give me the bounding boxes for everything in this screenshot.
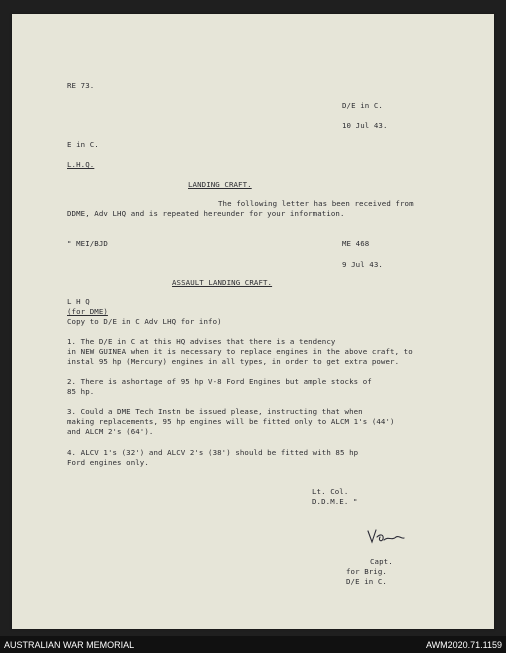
intro-line-1: The following letter has been received from [218,199,414,208]
para1-line-2: in NEW GUINEA when it is necessary to replace engines in the above craft, to [67,347,413,356]
letter-date: 10 Jul 43. [342,121,388,130]
quoted-recipient-for: (for DME) [67,307,108,316]
para2-line-1: 2. There is ashortage of 95 hp V-8 Ford Engines but ample stocks of [67,377,372,386]
closing-rank: Capt. [370,557,393,566]
letter-from: D/E in C. [342,101,383,110]
quoted-copy-line: Copy to D/E in C Adv LHQ for info) [67,317,222,326]
footer-catalogue-id: AWM2020.71.1159 [425,640,502,650]
letter-recipient-hq: L.H.Q. [67,160,95,169]
letter-recipient: E in C. [67,140,99,149]
letter-subject: LANDING CRAFT. [188,180,252,189]
quoted-date: 9 Jul 43. [342,260,383,269]
para3-line-2: making replacements, 95 hp engines will be fitted only to ALCM 1's (44') [67,417,395,426]
handwritten-signature [366,528,406,546]
quoted-reference: " MEI/BJD [67,239,108,248]
archive-footer [0,636,506,653]
intro-line-2: DDME, Adv LHQ and is repeated hereunder for your information. [67,209,345,218]
letter-reference: RE 73. [67,81,95,90]
para1-line-1: 1. The D/E in C at this HQ advises that there is a tendency [67,337,336,346]
footer-institution: AUSTRALIAN WAR MEMORIAL [4,640,135,650]
para4-line-1: 4. ALCV 1's (32') and ALCV 2's (38') should be fitted with 85 hp [67,448,359,457]
quoted-signature-title: D.D.M.E. " [312,497,358,506]
para3-line-1: 3. Could a DME Tech Instn be issued please, instructing that when [67,407,363,416]
quoted-signature-rank: Lt. Col. [312,487,349,496]
quoted-subject: ASSAULT LANDING CRAFT. [172,278,273,287]
quoted-number: ME 468 [342,239,370,248]
para4-line-2: Ford engines only. [67,458,149,467]
quoted-recipient: L H Q [67,297,90,306]
closing-title: D/E in C. [346,577,387,586]
para1-line-3: instal 95 hp (Mercury) engines in all types, in order to get extra power. [67,357,400,366]
closing-for-line: for Brig. [346,567,387,576]
para3-line-3: and ALCM 2's (64'). [67,427,154,436]
para2-line-2: 85 hp. [67,387,95,396]
